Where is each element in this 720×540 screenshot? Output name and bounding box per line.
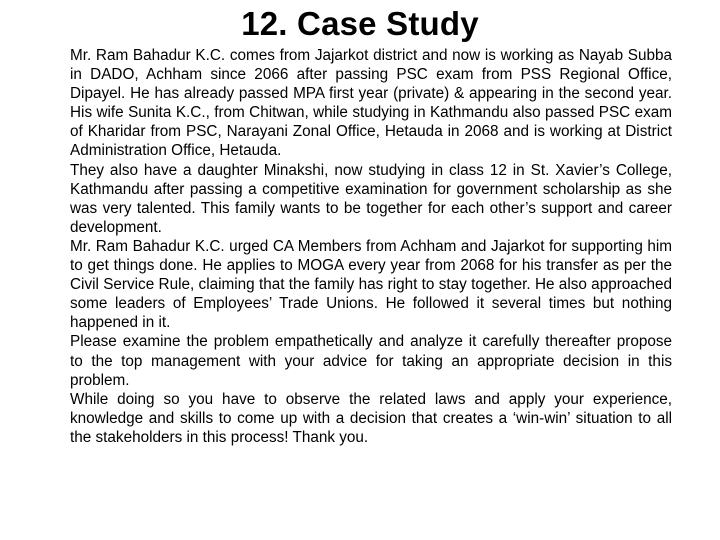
paragraph-guidance: While doing so you have to observe the related laws and apply your experience, knowledge and skills to come up with a decision that creates a ‘win-win’ situation to all the stakeholders in this process! Thank you. [70,390,672,446]
paragraph-daughter: They also have a daughter Minakshi, now studying in class 12 in St. Xavier’s College, Kathmandu after passing a competitive examination for government scholarship as she was very talented. This family wants to be together for each other’s support and career development. [70,161,672,236]
slide-title: 12. Case Study [241,5,479,42]
paragraph-efforts: Mr. Ram Bahadur K.C. urged CA Members from Achham and Jajarkot for supporting him to get things done. He applies to MOGA every year from 2068 for his transfer as per the Civil Service Rule, claiming that the family has right to stay together. He also approached some leaders of Employees’ Trade Unions. He followed it several times but nothing happened in it. [70,237,672,332]
paragraph-task: Please examine the problem empathetically and analyze it carefully thereafter propose to the top management with your advice for taking an appropriate decision in this problem. [70,333,672,389]
paragraph-background: Mr. Ram Bahadur K.C. comes from Jajarkot district and now is working as Nayab Subba in DADO, Achham since 2066 after passing PSC exam from PSS Regional Office, Dipayel. He has already passed MPA first year (private) & appearing in the second year. His wife Sunita K.C., from Chitwan, while studying in Kathmandu also passed PSC exam of Kharidar from PSC, Narayani Zonal Office, Hetauda in 2068 and is working at District Administration Office, Hetauda. [70,47,672,160]
slide-body [70,46,672,447]
